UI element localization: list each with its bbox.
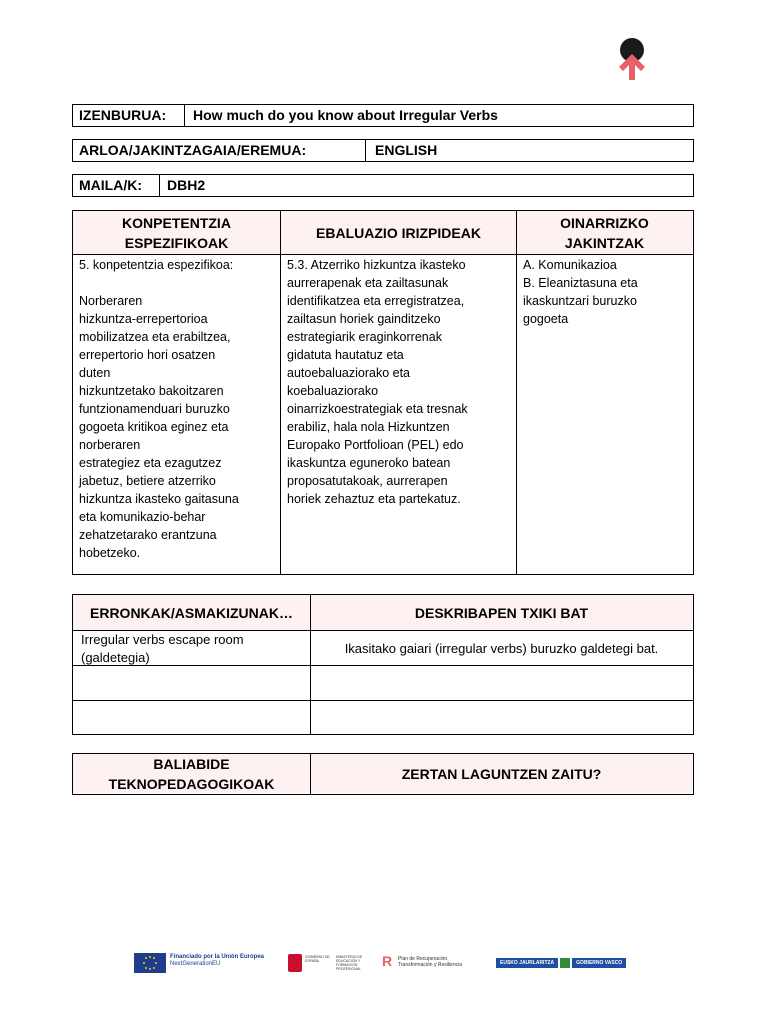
basque-tree-icon [560,958,570,968]
challenges-header: ERRONKAK/ASMAKIZUNAK… [90,604,293,621]
plan-text-2: Transformación y Resiliencia [398,962,463,968]
basque-gov-logo [496,958,634,968]
arloa-label: ARLOA/JAKINTZAGAIA/EREMUA: [79,142,307,158]
izenburua-row [72,104,694,127]
arloa-row [72,139,694,162]
eu-next-text: NextGenerationEU [170,961,221,967]
maila-label: MAILA/K: [79,177,142,193]
basque-left-text: EUSKO JAURLARITZA [496,958,558,968]
spain-crest-icon [288,954,302,972]
basque-right-text: GOBIERNO VASCO [572,958,626,968]
eu-funding-text: Financiado por la Unión Europea [170,954,265,960]
resources-table [72,753,694,795]
criteria-header: EBALUAZIO IRIZPIDEAK [316,224,481,241]
maila-row [72,174,694,197]
izenburua-label: IZENBURUA: [79,107,167,123]
description-row-1: Ikasitako gaiari (irregular verbs) buruzko galdetegi bat. [344,640,659,656]
challenge-row-1: Irregular verbs escape room (galdetegia) [81,632,244,665]
ministerio-text: MINISTERIO DE EDUCACIÓN Y FORMACIÓN PROFESIONAL [336,955,363,971]
competency-text: 5. konpetentzia espezifikoa: Norberaren hizkuntza-errepertorioa mobilizatzea eta erabiltzea, errepertorio hori osatzen duten hizkuntzetako bakoitzaren funtzionamenduari buruzko gogoeta kritikoa eginez eta norberaren estrategiez eta ezagutzez jabetuz, betiere atzerriko hizkuntza ikasteko gaitasuna eta komunikazio-behar zehatzetarako erantzuna hobetzeko. [79,258,239,560]
resources-header: BALIABIDE TEKNOPEDAGOGIKOAK [108,755,275,792]
knowledge-header: OINARRIZKO JAKINTZAK [560,214,649,251]
competency-header: KONPETENTZIA ESPEZIFIKOAK [122,214,231,251]
brand-logo [614,36,650,82]
plan-logo-icon: R [382,953,393,969]
competency-table [72,210,694,575]
help-header: ZERTAN LAGUNTZEN ZAITU? [401,765,602,782]
eu-flag-icon [134,953,166,973]
footer-logos [130,950,640,978]
maila-value: DBH2 [167,177,206,193]
knowledge-text: A. Komunikazioa B. Eleaniztasuna eta ikaskuntzari buruzko gogoeta [523,258,638,326]
arloa-value: ENGLISH [375,142,438,158]
challenges-table [72,594,694,735]
plan-text-1: Plan de Recuperación, [398,956,449,962]
logo-icon [614,36,650,82]
gobierno-text: GOBIERNO DE ESPAÑA [305,955,330,963]
eu-logo [134,953,166,973]
description-header: DESKRIBAPEN TXIKI BAT [414,604,589,621]
izenburua-value: How much do you know about Irregular Verbs [193,107,498,123]
criteria-text: 5.3. Atzerriko hizkuntza ikasteko aurrerapenak eta zailtasunak identifikatzea eta erregistratzea, zailtasun horiek gainditzeko estrategiarik eraginkorrenak gidatuta hautatuz eta autoebaluaziorako eta koebaluaziorako oinarrizkoestrategiak eta tresnak erabiliz, hala nola Hizkuntzen Europako Portfolioan (PEL) edo ikaskuntza eguneroko batean proposatutakoak, aurrerapen horiek zehaztuz eta partekatuz. [287,258,468,506]
